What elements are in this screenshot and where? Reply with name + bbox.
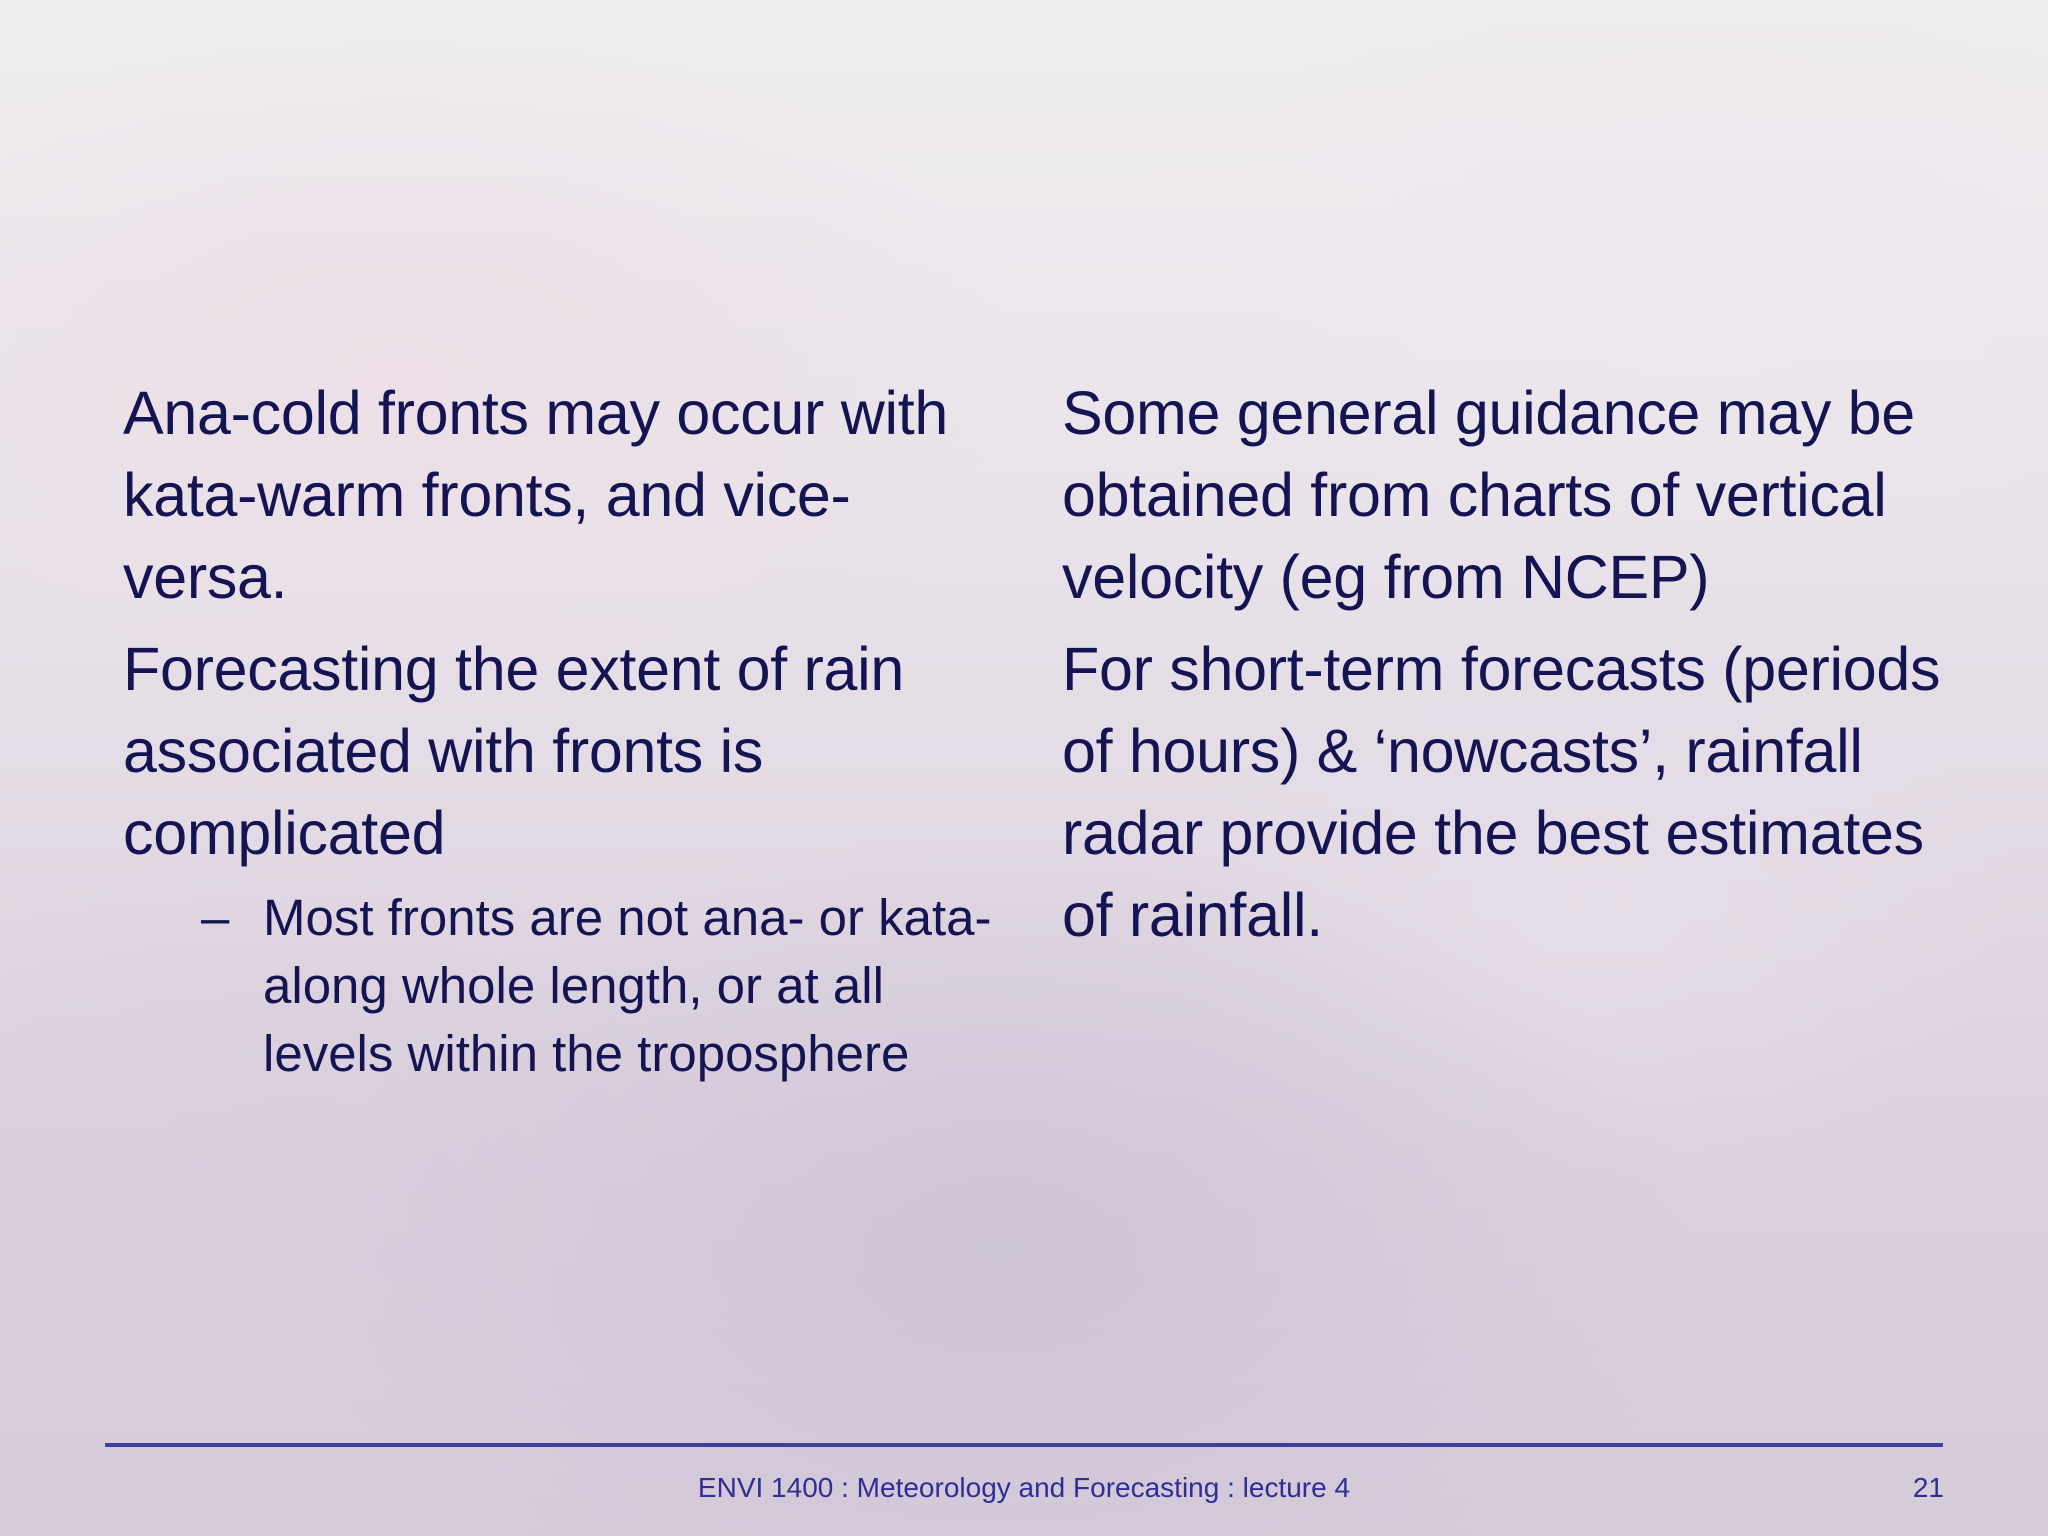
sub-bullet <box>201 884 1003 1088</box>
footer-course-title: ENVI 1400 : Meteorology and Forecasting : lecture 4 <box>697 1472 1351 1503</box>
footer-divider <box>105 1443 1943 1447</box>
left-column <box>123 372 1003 1088</box>
right-paragraph-2: For short-term forecasts (periods of hours) & ‘nowcasts’, rainfall radar provide the best estimates of rainfall. <box>1062 635 1941 949</box>
left-paragraph-1: Ana-cold fronts may occur with kata-warm fronts, and vice-versa. <box>123 379 948 611</box>
right-column <box>1062 372 1962 966</box>
dash-bullet-marker: – <box>201 889 230 946</box>
left-paragraph-2: Forecasting the extent of rain associated with fronts is complicated <box>123 635 905 867</box>
page-number: 21 <box>1912 1472 1944 1503</box>
right-paragraph-1: Some general guidance may be obtained from charts of vertical velocity (eg from NCEP) <box>1062 379 1915 611</box>
sub-bullet-text: Most fronts are not ana- or kata- along whole length, or at all levels within the troposphere <box>263 889 992 1082</box>
